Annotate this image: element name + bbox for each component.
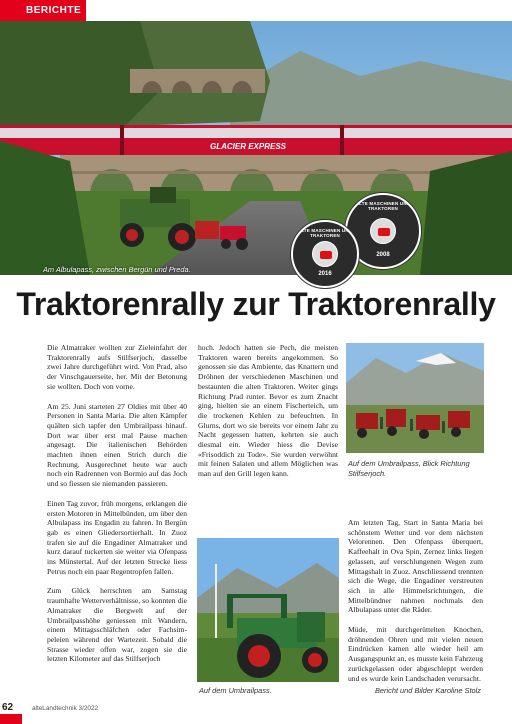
section-label: BERICHTE [0,0,86,21]
author-credit: Bericht und Bilder Karoline Stolz [375,686,481,695]
pass-photo-caption: Auf dem Umbrailpass, Blick Richtung Stilfserjoch. [348,459,470,478]
hero-photo [0,21,512,275]
footer-accent-bar [0,714,22,724]
article-column-2 [198,343,338,489]
badge-ring-text: ALTE MASCHINEN UND TRAKTOREN [297,228,353,238]
tractor-photo-caption: Auf dem Umbrailpass. [199,686,272,695]
badge-year: 2008 [376,252,390,258]
pass-photo [346,343,484,453]
hero-caption: Am Albulapass, zwischen Bergün und Preda. [43,265,191,274]
paragraph: Am 25. Juni starteten 27 Oldies mit über 40 Personen in Santa Maria. Die alten Kämpfer quälten sich tapfer den Umbrailpass hinauf. Dort war über erst mal Pause machen angesagt. Die italienischen Behörden machten ihnen einen Strich durch die Rechnung. Ausgerechnet heute war auch noch ein Radrennen von Bormio auf das Joch und so fiessen sie niemanden passieren. [47,401,187,489]
club-badge-engadin [291,220,359,288]
paragraph: hoch. Jedoch hatten sie Pech, die meisten Traktoren waren bereits angekommen. So genossen sie das Ambiente, das Knattern und Dröhnen der verschiedenen Maschinen und bestaunten die alten Traktoren. Weiter gings Richtung Prad runter. Bevor es zum Znacht ging, hielten sie an einem Fischerteich, um die trockenen Kehlen zu befeuchten. In Glurns, dort wo sie bereits vor einem Jahr zu Nacht gegessen hatten, kehrten sie auch diesmal ein. Wieder hiess die Devise «Frisoddich zu Tode». Sie wurden verwöhnt mit feinen Salaten und allem Möglichen was man auf den Grill legen kann. [198,343,338,479]
paragraph: Müde, mit durchgerüttelten Knochen, dröhnenden Ohren und mit vielen neuen Eindrücken kamen alle wieder heil am Ausgangspunkt an, es musste kein Fahrzeug zurückgelassen oder abgeschleppt werden und es wurde kein Landschaden verursacht. [348,625,483,683]
article-column-3 [348,518,483,693]
magazine-issue: alteLandtechnik 3/2022 [32,705,99,712]
tractor-icon [312,241,338,267]
paragraph: Die Almatraker wollten zur Zieleinfahrt der Traktorenrally aufs Stilfserjoch, dasselbe zwei Jahre durchgeführt wird. Von Prad, also der Vinschgauerseite, her. Mit der Betonung sie wollten. Doch von vorne. [47,343,187,391]
train-logo: GLACIER EXPRESS [210,142,287,151]
paragraph: Am letzten Tag, Start in Santa Maria bei schönstem Wetter und vor dem nächsten Velorennen. Den Ofenpass überquert, Kaffeehalt in Ova Spin, Zernez links liegen gelassen, auf verschlungenen Wegen zum Mittagshalt in Zuoz. Anschliessend trennten sich die Wege, die Engadiner verstreuten sich in alle Himmelsrichtungen, die Mittelbündner nahmen nochmals den Albulapass unter die Räder. [348,518,483,615]
page-number: 62 [2,702,14,713]
article-column-1 [47,343,187,674]
badge-ring-text: ALTE MASCHINEN UND TRAKTOREN [355,201,411,211]
paragraph: Einen Tag zuvor, früh morgens, erklangen die ersten Motoren in Mittelbünden, um über den Albulapass ins Engadin zu fahren. In Bergün gab es einen Gliedersortierhalt. In Zuoz trafen sie auf die Engadiner Almatraker und kurz darauf tuckerten sie weiter via Ofenpass ins Münstertal. Auf der letzten Strecke liess Petrus noch ein paar Regentropfen fallen. [47,498,187,576]
tractor-photo [197,538,339,682]
tractor-icon [370,218,396,244]
paragraph: Zum Glück herrschten am Samstag traumhafte Wetterverhältnisse, so konnten die Almatraker die Bergwelt auf der Umbrailpasshöhe geniessen mit Wandern, einem Mittagsschläfchen oder Fachsimpeleien während der Wartezeit. Sobald die Strasse wieder offen war, zogen sie die letzten Kilometer auf das Stilfserjoch [47,586,187,664]
article-title: Traktorenrally zur Traktorenrally [16,286,496,322]
badge-year: 2016 [318,271,332,277]
